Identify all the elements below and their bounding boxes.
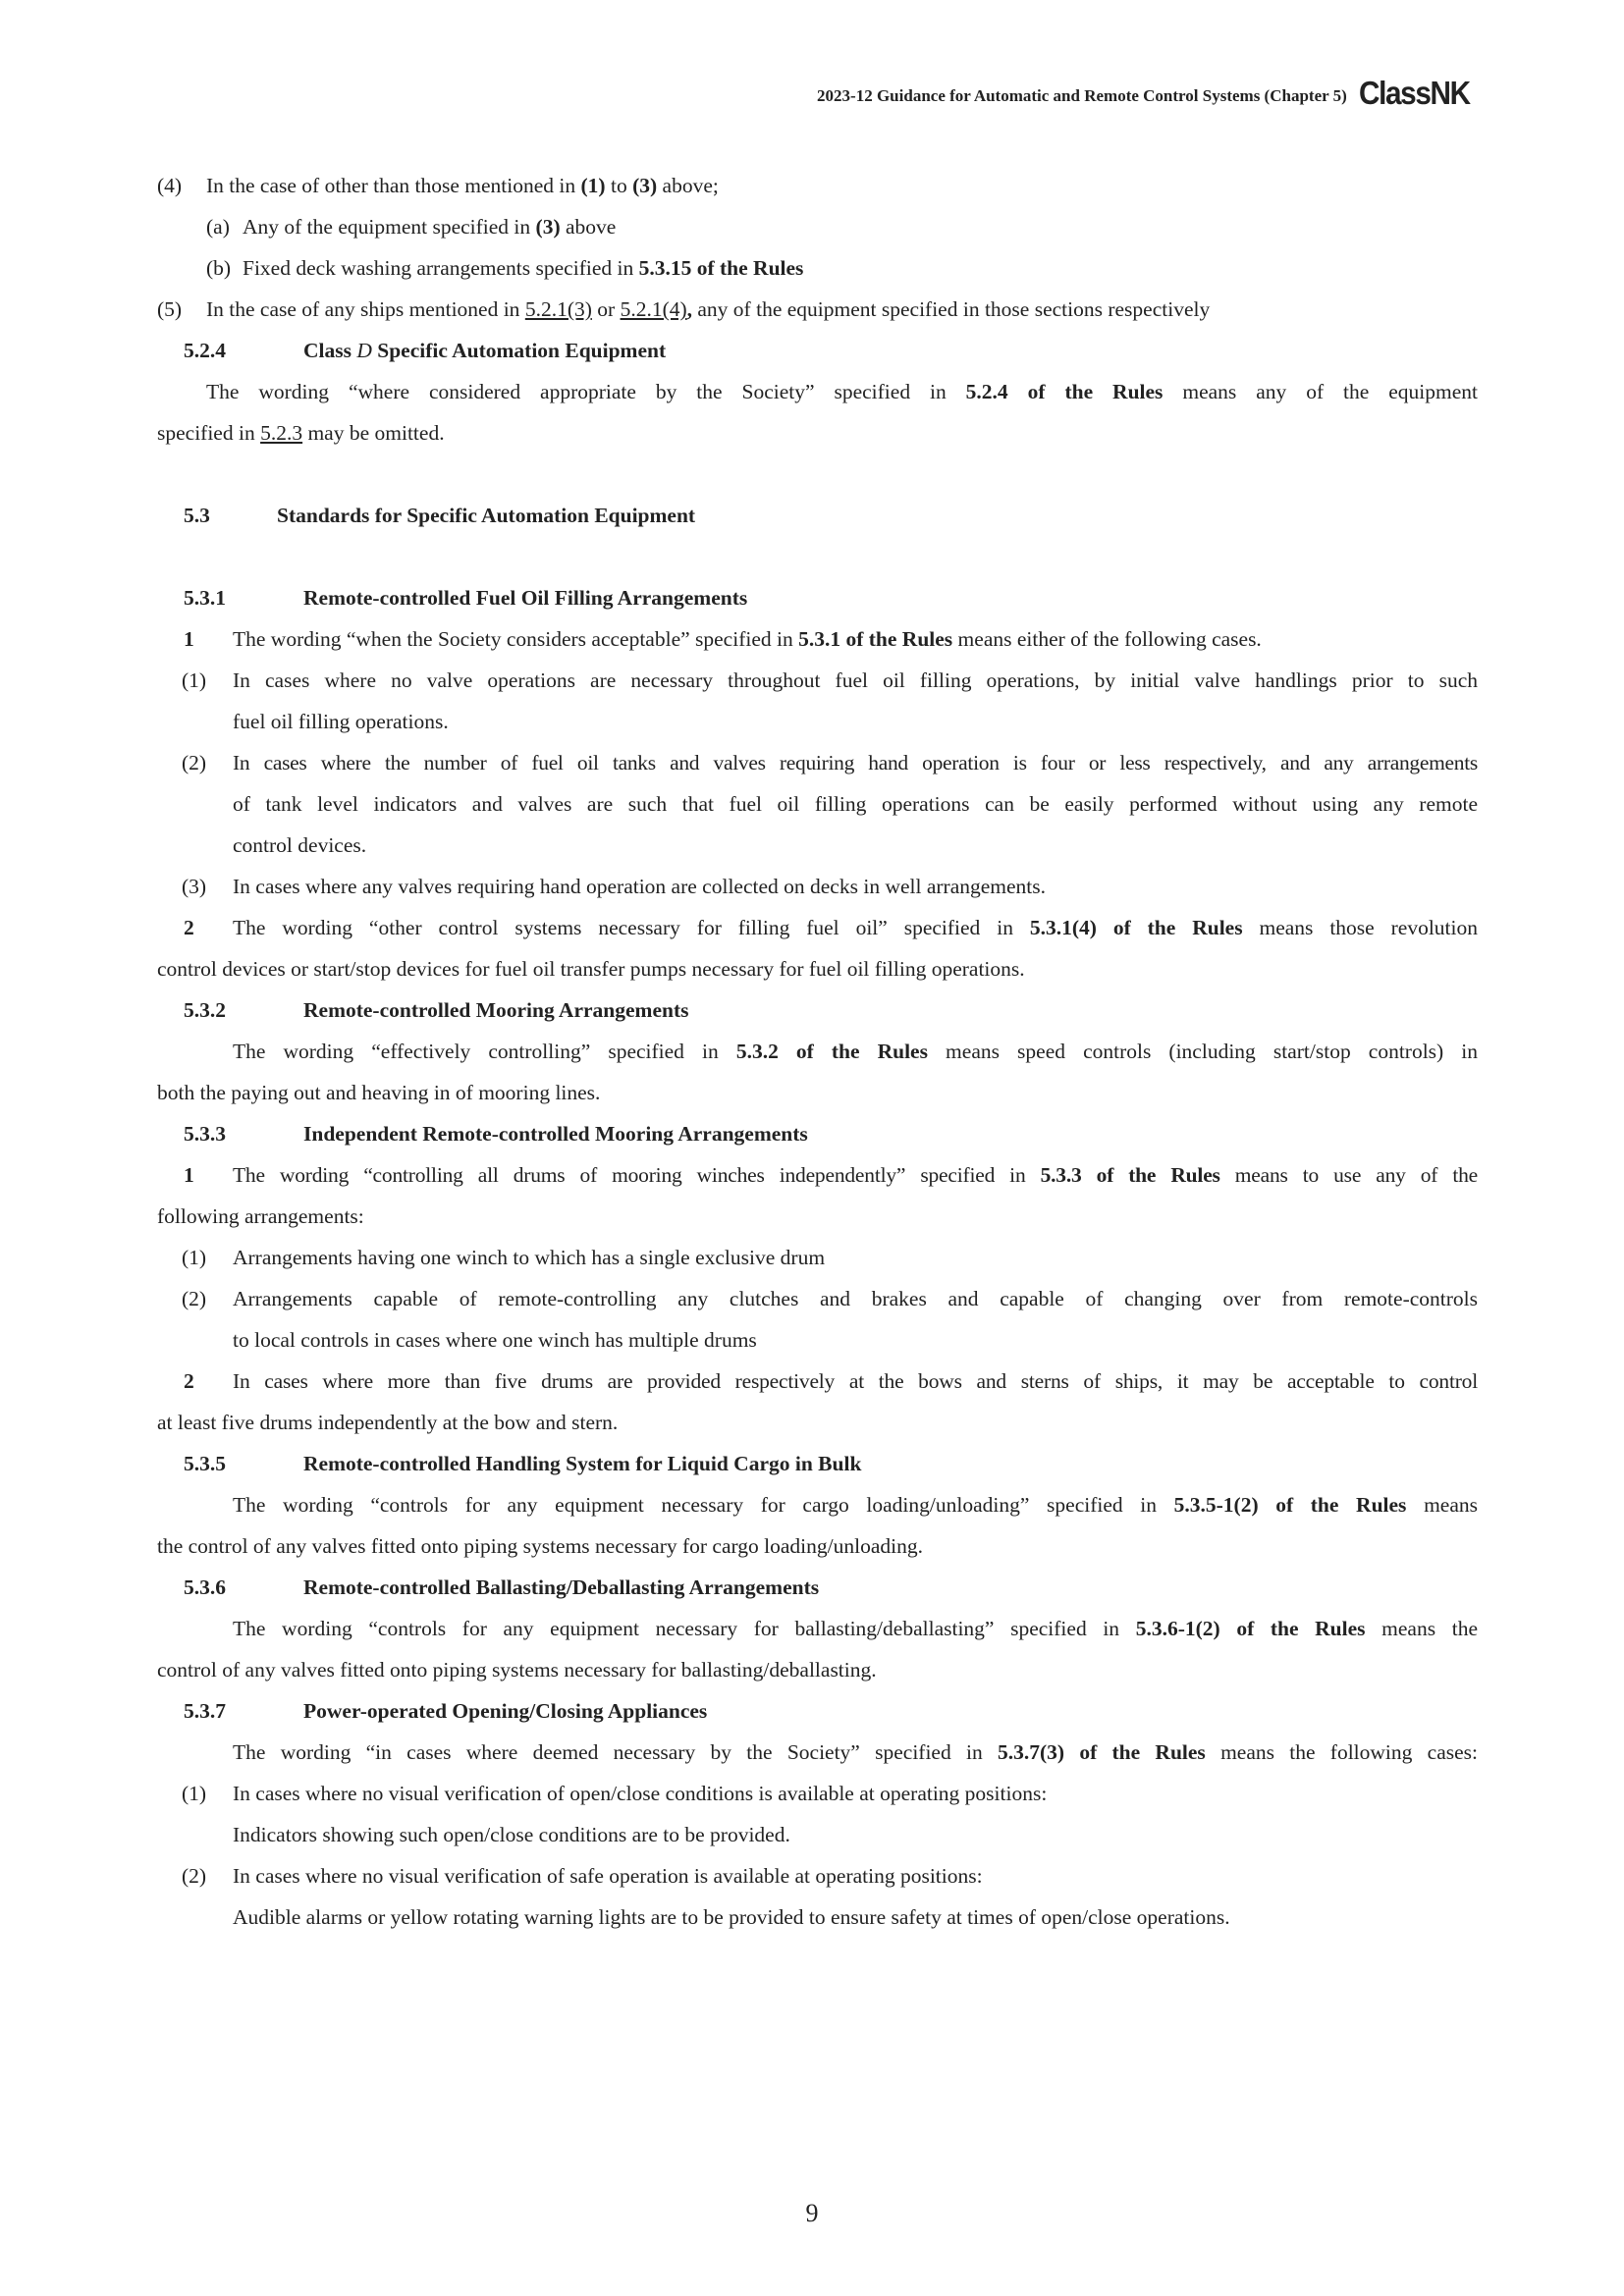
section-title: Remote-controlled Ballasting/Deballasting Arrangements: [303, 1575, 820, 1599]
header-title: 2023-12 Guidance for Automatic and Remote Control Systems (Chapter 5): [817, 86, 1347, 105]
paragraph-line: at least five drums independently at the bow and stern.: [157, 1411, 619, 1434]
section-link[interactable]: 5.2.1(4): [620, 297, 687, 321]
list-item: (b) Fixed deck washing arrangements specified in 5.3.15 of the Rules: [157, 247, 1478, 289]
paragraph-line: The wording “where considered appropriate by the Society” specified in 5.2.4 of the Rules means any of the equipment: [206, 380, 1478, 403]
section-title: Remote-controlled Mooring Arrangements: [303, 998, 689, 1022]
paragraph-line: The wording “in cases where deemed necessary by the Society” specified in 5.3.7(3) of the Rules means the following cases:: [233, 1740, 1478, 1764]
item-marker: 2: [184, 1369, 194, 1393]
list-item: (1) Arrangements having one winch to which has a single exclusive drum: [157, 1237, 1478, 1278]
list-item: (4) In the case of other than those mentioned in (1) to (3) above;: [157, 165, 1478, 206]
paragraph-line: The wording “controls for any equipment necessary for ballasting/deballasting” specified in 5.3.6-1(2) of the Rules means the: [233, 1617, 1478, 1640]
numbered-paragraph: 2 The wording “other control systems necessary for filling fuel oil” specified in 5.3.1(4) of the Rules means those revolution: [157, 907, 1478, 948]
item-marker: (2): [182, 751, 207, 774]
section-number: 5.2.4: [184, 339, 226, 362]
section-heading: [157, 989, 1478, 1031]
section-heading: [157, 1113, 1478, 1154]
section-title: Remote-controlled Handling System for Liquid Cargo in Bulk: [303, 1452, 862, 1475]
numbered-paragraph: 1 The wording “controlling all drums of mooring winches independently” specified in 5.3.3 of the Rules means to use any of the: [157, 1154, 1478, 1196]
page-header: [817, 77, 1482, 109]
list-item: (3) In cases where any valves requiring hand operation are collected on decks in well arrangements.: [157, 866, 1478, 907]
section-heading: [157, 577, 1478, 618]
list-item-continuation: Audible alarms or yellow rotating warning lights are to be provided to ensure safety at times of open/close operations.: [233, 1905, 1230, 1929]
item-marker: 1: [184, 1163, 194, 1187]
item-marker: 1: [184, 627, 194, 651]
section-link[interactable]: 5.2.1(3): [524, 297, 592, 321]
section-heading: [157, 1690, 1478, 1732]
section-heading: [157, 1567, 1478, 1608]
section-title: Power-operated Opening/Closing Appliances: [303, 1699, 708, 1723]
section-link[interactable]: 5.2.3: [260, 421, 303, 445]
item-marker: (4): [157, 174, 183, 197]
paragraph-line: The wording “effectively controlling” specified in 5.3.2 of the Rules means speed controls (including start/stop controls) in: [233, 1040, 1478, 1063]
item-marker: (1): [182, 1246, 207, 1269]
list-item: (5) In the case of any ships mentioned in 5.2.1(3) or 5.2.1(4), any of the equipment specified in those sections respectively: [157, 289, 1478, 330]
numbered-paragraph: 1 The wording “when the Society considers acceptable” specified in 5.3.1 of the Rules means either of the following cases.: [157, 618, 1478, 660]
item-marker: (5): [157, 297, 183, 321]
list-item: (1) In cases where no visual verification of open/close conditions is available at operating positions:: [157, 1773, 1478, 1814]
item-marker: (2): [182, 1287, 207, 1310]
document-body: [157, 165, 1478, 1938]
section-heading: [157, 1443, 1478, 1484]
list-item-continuation: control devices.: [233, 833, 367, 857]
section-number: 5.3.2: [184, 998, 226, 1022]
section-title: Standards for Specific Automation Equipment: [277, 504, 696, 527]
list-item: (2) Arrangements capable of remote-controlling any clutches and brakes and capable of changing over from remote-controls: [157, 1278, 1478, 1319]
paragraph-line: specified in 5.2.3 may be omitted.: [157, 421, 445, 445]
section-number: 5.3.5: [184, 1452, 226, 1475]
item-marker: (1): [182, 668, 207, 692]
section-title: Remote-controlled Fuel Oil Filling Arrangements: [303, 586, 748, 610]
list-item-continuation: of tank level indicators and valves are such that fuel oil filling operations can be easily performed without using any remote: [233, 792, 1478, 816]
item-marker: (a): [206, 215, 230, 239]
list-item-continuation: fuel oil filling operations.: [233, 710, 449, 733]
classnk-logo: ClassNK: [1358, 75, 1470, 111]
item-marker: (b): [206, 256, 232, 280]
paragraph-line: following arrangements:: [157, 1204, 364, 1228]
paragraph-line: control devices or start/stop devices for fuel oil transfer pumps necessary for fuel oil filling operations.: [157, 957, 1025, 981]
list-item: (2) In cases where no visual verification of safe operation is available at operating positions:: [157, 1855, 1478, 1896]
section-title: Independent Remote-controlled Mooring Arrangements: [303, 1122, 808, 1146]
page-number: 9: [805, 2199, 819, 2227]
list-item: (1) In cases where no valve operations are necessary throughout fuel oil filling operations, by initial valve handlings prior to such: [157, 660, 1478, 701]
section-heading: [157, 495, 1478, 536]
list-item-continuation: to local controls in cases where one winch has multiple drums: [233, 1328, 757, 1352]
paragraph-line: both the paying out and heaving in of mooring lines.: [157, 1081, 601, 1104]
paragraph-line: the control of any valves fitted onto piping systems necessary for cargo loading/unloading.: [157, 1534, 923, 1558]
item-marker: (2): [182, 1864, 207, 1888]
paragraph-line: control of any valves fitted onto piping systems necessary for ballasting/deballasting.: [157, 1658, 877, 1682]
list-item-continuation: Indicators showing such open/close conditions are to be provided.: [233, 1823, 790, 1846]
list-item: (a) Any of the equipment specified in (3) above: [157, 206, 1478, 247]
section-number: 5.3.1: [184, 586, 226, 610]
paragraph-line: The wording “controls for any equipment necessary for cargo loading/unloading” specified in 5.3.5-1(2) of the Rules means: [233, 1493, 1478, 1517]
section-number: 5.3.3: [184, 1122, 226, 1146]
list-item: (2) In cases where the number of fuel oil tanks and valves requiring hand operation is four or less respectively, and any arrangements: [157, 742, 1478, 783]
section-number: 5.3: [184, 504, 210, 527]
section-number: 5.3.7: [184, 1699, 226, 1723]
item-marker: 2: [184, 916, 194, 939]
section-heading: 5.2.4 Class D Specific Automation Equipment: [157, 330, 1478, 371]
item-marker: (1): [182, 1782, 207, 1805]
item-marker: (3): [182, 875, 207, 898]
section-number: 5.3.6: [184, 1575, 226, 1599]
numbered-paragraph: 2 In cases where more than five drums are provided respectively at the bows and sterns of ships, it may be acceptable to control: [157, 1361, 1478, 1402]
